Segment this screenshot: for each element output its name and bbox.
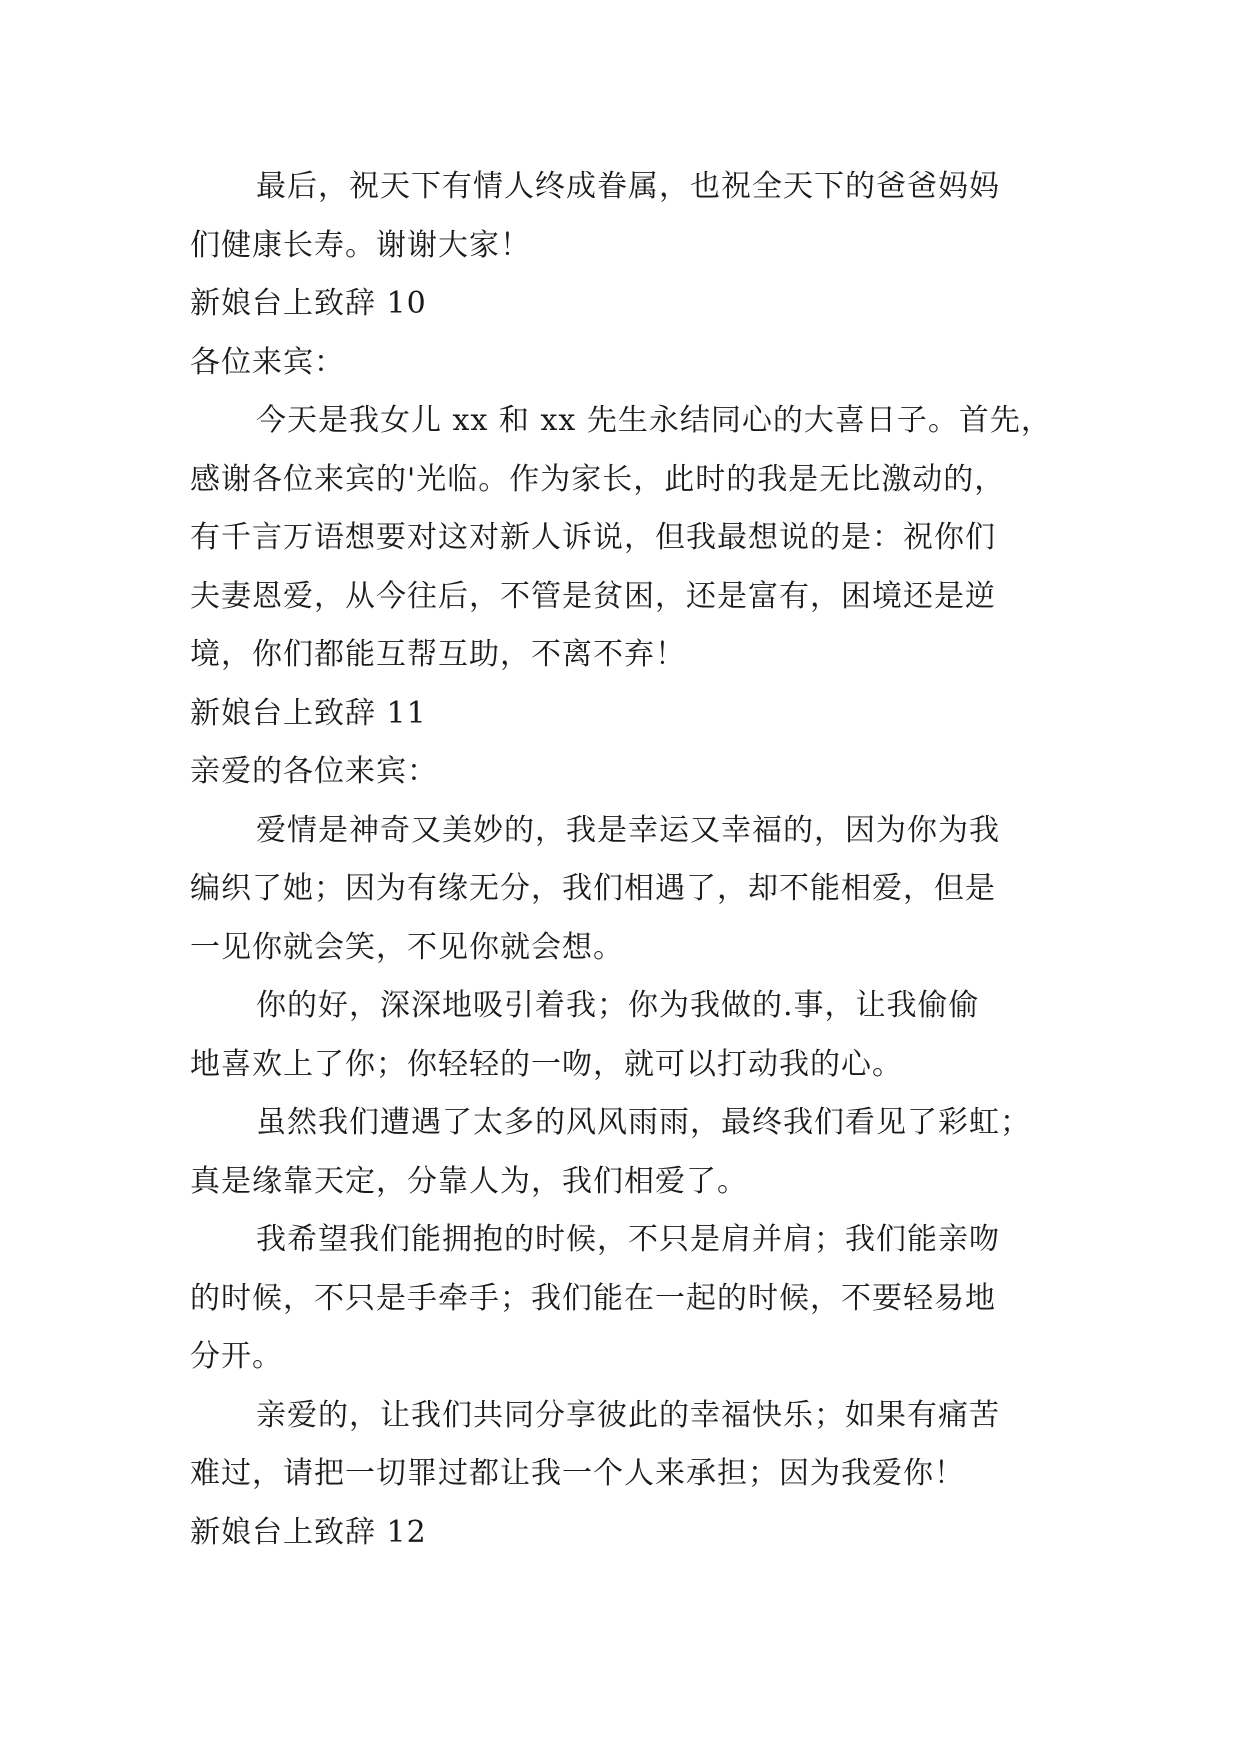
- text-line: 亲爱的，让我们共同分享彼此的幸福快乐；如果有痛苦: [256, 1397, 1000, 1433]
- text-line: 们健康长寿。谢谢大家！: [190, 227, 531, 263]
- text-line: 有千言万语想要对这对新人诉说，但我最想说的是：祝你们: [190, 520, 996, 555]
- text-line: 编织了她；因为有缘无分，我们相遇了，却不能相爱，但是: [190, 871, 996, 906]
- text-line: 真是缘靠天定，分靠人为，我们相爱了。: [190, 1163, 748, 1199]
- text-line: 夫妻恩爱，从今往后，不管是贫困，还是富有，困境还是逆: [190, 578, 996, 614]
- text-line: 你的好，深深地吸引着我；你为我做的.事，让我偷偷: [256, 988, 980, 1023]
- text-line: 爱情是神奇又美妙的，我是幸运又幸福的，因为你为我: [256, 812, 1000, 848]
- text-line: 一见你就会笑，不见你就会想。: [190, 929, 624, 965]
- section-heading: 新娘台上致辞 12: [190, 1514, 427, 1550]
- text-line: 地喜欢上了你；你轻轻的一吻，就可以打动我的心。: [190, 1046, 903, 1082]
- section-heading: 新娘台上致辞 11: [190, 695, 427, 731]
- text-line: 今天是我女儿 xx 和 xx 先生永结同心的大喜日子。首先，: [256, 403, 1052, 438]
- text-line: 虽然我们遭遇了太多的风风雨雨，最终我们看见了彩虹；: [256, 1105, 1031, 1140]
- text-line: 感谢各位来宾的'光临。作为家长，此时的我是无比激动的，: [190, 461, 1006, 497]
- text-line: 我希望我们能拥抱的时候，不只是肩并肩；我们能亲吻: [256, 1222, 1000, 1257]
- text-line: 难过，请把一切罪过都让我一个人来承担；因为我爱你！: [190, 1456, 965, 1491]
- text-line: 境，你们都能互帮互助，不离不弃！: [190, 637, 686, 672]
- text-line: 分开。: [190, 1339, 283, 1374]
- document-page: [190, 158, 1050, 1562]
- text-line: 最后，祝天下有情人终成眷属，也祝全天下的爸爸妈妈: [256, 169, 1000, 204]
- salutation: 各位来宾：: [190, 344, 345, 380]
- salutation: 亲爱的各位来宾：: [190, 754, 438, 789]
- text-line: 的时候，不只是手牵手；我们能在一起的时候，不要轻易地: [190, 1280, 996, 1316]
- section-heading: 新娘台上致辞 10: [190, 286, 427, 321]
